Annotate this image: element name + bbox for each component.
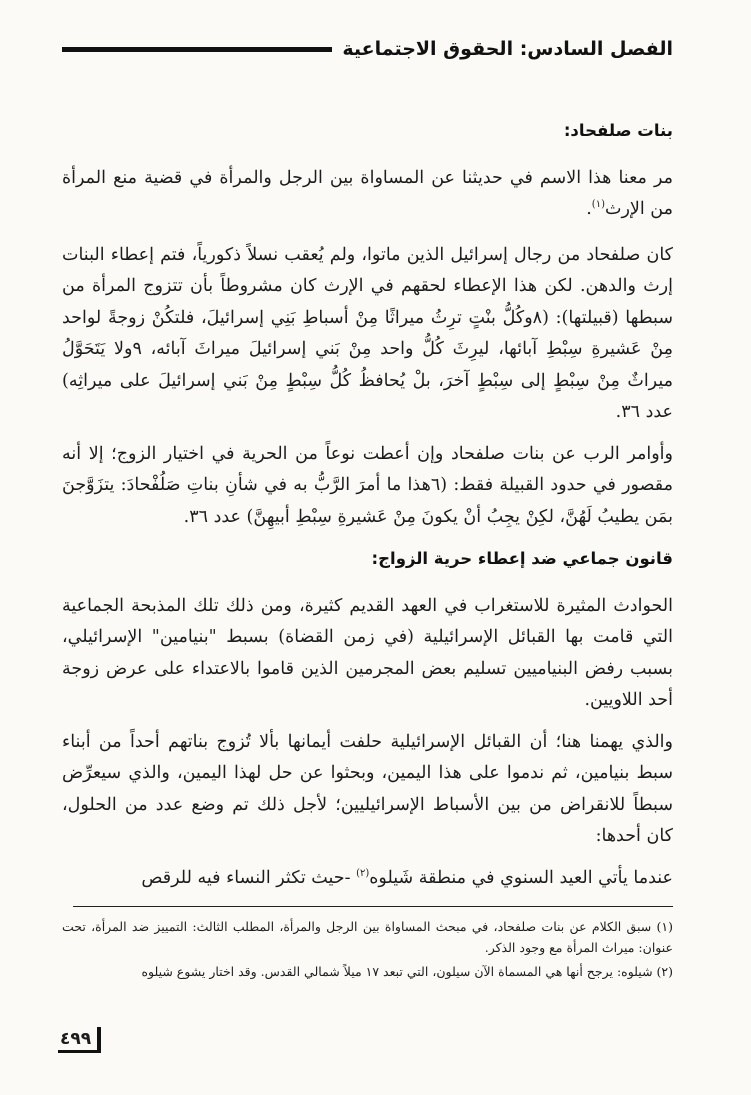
footnote-1: (١) سبق الكلام عن بنات صلفحاد، في مبحث المساواة بين الرجل والمرأة، المطلب الثالث: التمييز ضد المرأة، تحت عنوان: ميراث المرأة مع وجود الذكر. xyxy=(62,919,673,955)
paragraph: كان صلفحاد من رجال إسرائيل الذين ماتوا، ولم يُعقب نسلاً ذكورياً، فتم إعطاء البنات إرث والدهن. لكن هذا الإعطاء لحقهم في الإرث كان مشروطاً بأن تتزوج المرأة من سبطها (قبيلتها): (٨وكُلُّ بنْتٍ ترِثُ ميراثًا مِنْ أسباطِ بَنِي إسرائيلَ، فلتكُنْ زوجةً لواحد مِنْ عَشيرةِ سِبْطِ آبائها، ليرِثَ كُلُّ واحد مِنْ بَني إسرائيلَ ميراثَ آبائه، ٩ولا يَتَحَوَّلُ ميراثٌ مِنْ سِبْطٍ إلى سِبْطٍ آخرَ، بلْ يُحافظُ كُلُّ سِبْطٍ مِنْ بَني إسرائيلَ على ميراثِه) عدد ٣٦. xyxy=(62,244,673,422)
page-number-text: ٤٩٩ xyxy=(58,1028,97,1053)
paragraph-text: مر معنا هذا الاسم في حديثنا عن المساواة بين الرجل والمرأة في قضية منع المرأة من الإرث xyxy=(62,167,673,219)
footnotes xyxy=(62,906,673,985)
paragraph xyxy=(62,863,673,895)
section-heading-salfhad: بنات صلفحاد: xyxy=(563,121,673,140)
paragraph: وأوامر الرب عن بنات صلفحاد وإن أعطت نوعاً من الحرية في اختيار الزوج؛ إلا أنه مقصور في حدود القبيلة فقط: (٦هذا ما أمرَ الرَّبُّ به في شأنِ بناتِ صَلُفْحادَ: يتزَوَّجنَ بمَن يطيبُ لَهُنَّ، لكِنْ يجِبُ أنْ يكونَ مِنْ عَشيرةِ سِبْطِ أبيهِنَّ) عدد ٣٦. xyxy=(62,443,673,527)
paragraph-text-end: -حيث تكثر النساء فيه للرقص xyxy=(141,867,357,888)
page-number-bar xyxy=(97,1027,101,1053)
footnote-2: (٢) شيلوه: يرجح أنها هي المسماة الآن سيلون، التي تبعد ١٧ ميلاً شمالي القدس. وقد اختار يشوع شيلوه xyxy=(141,964,673,979)
section-heading-marriage-law: قانون جماعي ضد إعطاء حرية الزواج: xyxy=(371,549,673,568)
paragraph-text: عندما يأتي العيد السنوي في منطقة شَيلوه xyxy=(369,867,673,888)
body-text xyxy=(62,105,673,904)
paragraph xyxy=(62,163,673,226)
footnote-ref-2[interactable]: (٢) xyxy=(356,867,370,879)
running-header xyxy=(62,34,673,64)
paragraph: الحوادث المثيرة للاستغراب في العهد القديم كثيرة، ومن ذلك تلك المذبحة الجماعية التي قامت بها القبائل الإسرائيلية (في زمن القضاة) بسبط "بنيامين" الإسرائيلي، بسبب رفض البنياميين تسليم بعض المجرمين الذين قاموا بالاعتداء على عرض زوجة أحد اللاويين. xyxy=(62,595,673,710)
paragraph-end: . xyxy=(586,199,592,219)
paragraph: والذي يهمنا هنا؛ أن القبائل الإسرائيلية حلفت أيمانها بألا تُزوج بناتهم أحداً من أبناء سبط بنيامين، ثم ندموا على هذا اليمين، وبحثوا عن حل لهذا اليمين، والذي سيعرِّض سبطاً للانقراض من بين الأسباط الإسرائيليين؛ لأجل ذلك تم وضع عدد من الحلول، كان أحدها: xyxy=(62,731,673,846)
page-number xyxy=(58,1027,101,1053)
footnote-rule xyxy=(73,906,673,907)
footnote-ref-1[interactable]: (١) xyxy=(591,199,605,211)
chapter-title: الفصل السادس: الحقوق الاجتماعية xyxy=(342,38,673,60)
header-rule xyxy=(62,47,332,52)
